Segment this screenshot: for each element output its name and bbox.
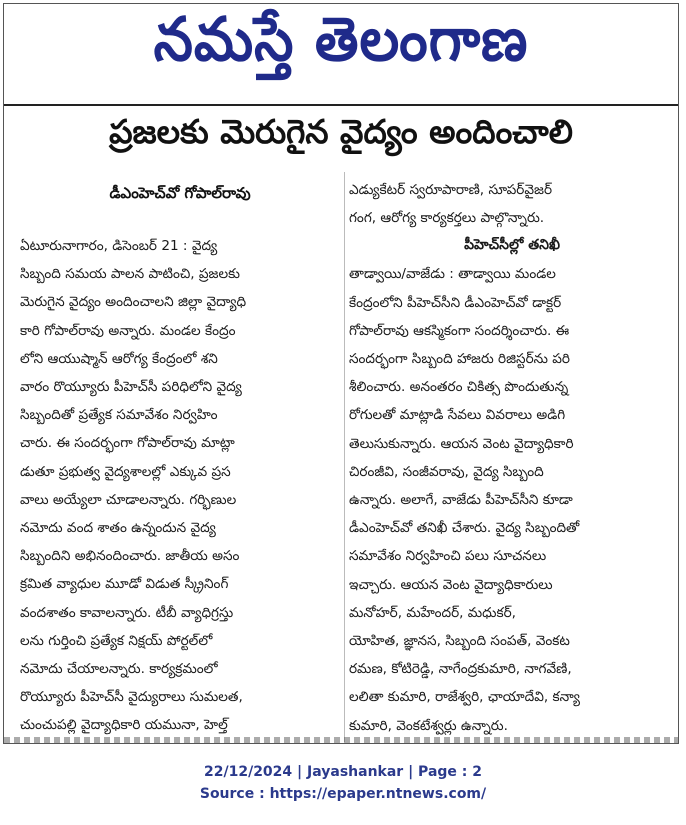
article-text-line: రొయ్యూరు పీహెచ్‌సీ వైద్యురాలు సుమలత, bbox=[20, 689, 243, 706]
article-text-line: డుతూ ప్రభుత్వ వైద్యశాలల్లో ఎక్కువ ప్రస bbox=[20, 463, 231, 480]
article-text-line: లోని ఆయుష్మాన్ ఆరోగ్య కేంద్రంలో శని bbox=[20, 350, 218, 367]
article-text-line: సందర్భంగా సిబ్బంది హాజరు రిజిస్టర్‌ను పరి bbox=[349, 351, 570, 368]
article-text-line: తాడ్వాయి/వాజేడు : తాడ్వాయి మండల bbox=[349, 266, 556, 283]
article-text-line: కుమారి, వెంకటేశ్వర్లు ఉన్నారు. bbox=[349, 717, 508, 734]
article-text-line: మెరుగైన వైద్యం అందించాలని జిల్లా వైద్యాధి bbox=[20, 294, 247, 311]
article-column-right bbox=[349, 176, 675, 740]
article-text-line: వాలు అయ్యేలా చూడాలన్నారు. గర్భిణుల bbox=[20, 491, 237, 508]
article-text-line: గోపాల్‌రావు ఆకస్మికంగా సందర్శించారు. ఈ bbox=[349, 322, 570, 339]
article-text-line: గంగ, ఆరోగ్య కార్యకర్తలు పాల్గొన్నారు. bbox=[349, 210, 545, 227]
article-text-line: డీఎంహెచ్‌వో తనిఖీ చేశారు. వైద్య సిబ్బందితో bbox=[349, 520, 580, 537]
article-column-left bbox=[20, 232, 340, 740]
article-text-line: వందశాతం కావాలన్నారు. టీబీ వ్యాధిగ్రస్తు bbox=[20, 604, 234, 621]
article-text-line: సిబ్బంది సమయ పాలన పాటించి, ప్రజలకు bbox=[20, 266, 240, 283]
article-text-line: మనోహర్, మహేందర్, మధుకర్, bbox=[349, 604, 516, 621]
clipping-source-link[interactable]: Source : https://epaper.ntnews.com/ bbox=[199, 786, 487, 802]
article-text-line: నమోదు వంద శాతం ఉన్నందున వైద్య bbox=[20, 520, 216, 537]
article-text-line: లలితా కుమారి, రాజేశ్వరి, ఛాయాదేవి, కన్యా bbox=[349, 689, 580, 706]
article-byline: డీఎంహెచ్‌వో గోపాల్‌రావు bbox=[109, 184, 251, 202]
column-right-continuation bbox=[349, 176, 675, 232]
article-text-line: చిరంజీవి, సంజీవరావు, వైద్య సిబ్బంది bbox=[349, 463, 544, 480]
article-text-line: ఏటూరునాగారం, డిసెంబర్ 21 : వైద్య bbox=[20, 238, 218, 254]
article-text-line: క్రమిత వ్యాధుల మూడో విడుత స్క్రీనింగ్ bbox=[20, 576, 229, 593]
article-text-line: శీలించారు. అనంతరం చికిత్స పొందుతున్న bbox=[349, 379, 569, 396]
article-text-line: చారు. ఈ సందర్భంగా గోపాల్‌రావు మాట్లా bbox=[20, 435, 235, 452]
newspaper-clipping bbox=[3, 3, 679, 744]
cut-off-text-edge bbox=[4, 737, 678, 744]
article-text-line: ఎడ్యుకేటర్ స్వరూపారాణి, సూపర్‌వైజర్ bbox=[349, 182, 553, 198]
article-text-line: కారి గోపాల్‌రావు అన్నారు. మండల కేంద్రం bbox=[20, 322, 236, 339]
article-text-line: యోహిత, జ్ఞానస, సిబ్బంది సంపత్, వెంకట bbox=[349, 633, 570, 650]
article-text-line: కేంద్రంలోని పీహెచ్‌సీని డీఎంహెచ్‌వో డాక్టర్ bbox=[349, 294, 562, 311]
article-text-line: సమావేశం నిర్వహించి పలు సూచనలు bbox=[349, 548, 547, 565]
article-text-line: సిబ్బందిని అభినందించారు. జాతీయ అసం bbox=[20, 548, 240, 565]
column-divider bbox=[344, 172, 345, 742]
column-right-body bbox=[349, 260, 675, 739]
article-text-line: లను గుర్తించి ప్రత్యేక నిక్షయ్ పోర్టల్‌లో bbox=[20, 632, 213, 649]
article-text-line: వారం రొయ్యూరు పీహెచ్‌సీ పరిధిలోని వైద్య bbox=[20, 379, 242, 396]
article-headline: ప్రజలకు మెరుగైన వైద్యం అందించాలి bbox=[109, 112, 573, 151]
article-text-line: నమోదు చేయాలన్నారు. కార్యక్రమంలో bbox=[20, 661, 218, 678]
article-text-line: చుంచుపల్లి వైద్యాధికారి యమునా, హెల్త్ bbox=[20, 717, 228, 734]
article-text-line: ఉన్నారు. అలాగే, వాజేడు పీహెచ్‌సీని కూడా bbox=[349, 492, 573, 509]
masthead-logo bbox=[4, 4, 678, 90]
article-text-line: సిబ్బందితో ప్రత్యేక సమావేశం నిర్వహిం bbox=[20, 407, 218, 424]
clipping-date-edition: 22/12/2024 | Jayashankar | Page : 2 bbox=[204, 764, 482, 780]
masthead-title: నమస్తే తెలంగాణ bbox=[153, 4, 529, 75]
article-text-line: రమణ, కోటిరెడ్డి, నాగేంద్రకుమారి, నాగవేణి, bbox=[349, 661, 572, 678]
article-text-line: రోగులతో మాట్లాడి సేవలు వివరాలు అడిగి bbox=[349, 407, 566, 424]
article-text-line: తెలుసుకున్నారు. ఆయన వెంట వైద్యాధికారి bbox=[349, 435, 574, 452]
article-subhead: పీహెచ్‌సీల్లో తనిఖీ bbox=[464, 237, 560, 254]
article-text-line: ఇచ్చారు. ఆయన వెంట వైద్యాధికారులు bbox=[349, 576, 553, 593]
masthead-divider bbox=[4, 104, 678, 106]
